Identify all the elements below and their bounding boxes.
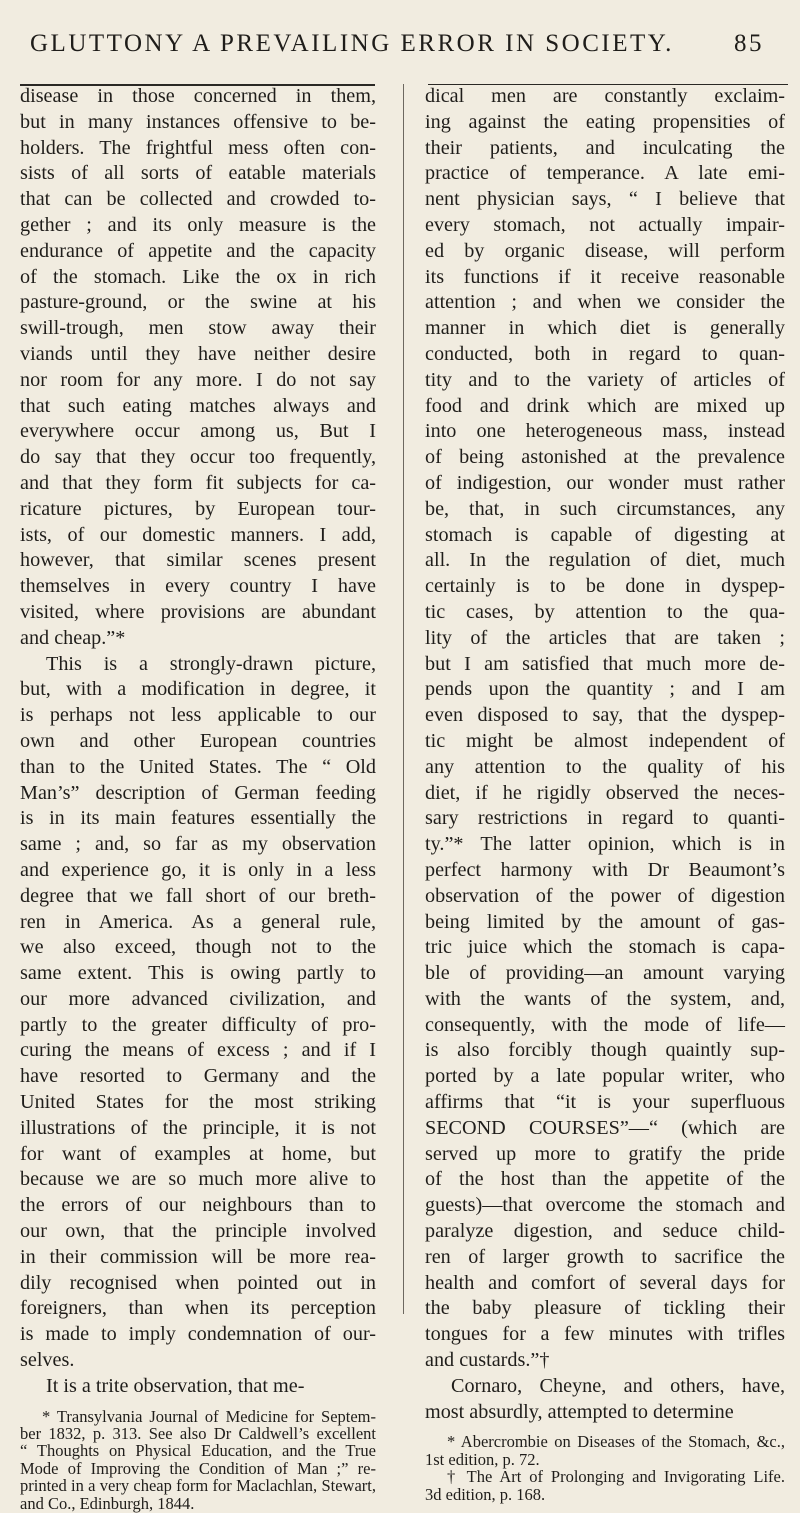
text-line: their patients, and inculcating the xyxy=(425,136,785,159)
footnote-line: 3d edition, p. 168. xyxy=(425,1484,546,1504)
running-title: GLUTTONY A PREVAILING ERROR IN SOCIETY. xyxy=(30,30,674,57)
page-number: 85 xyxy=(734,30,764,57)
text-line: is in its main features essentially the xyxy=(20,807,376,830)
text-line: certainly is to be done in dyspep- xyxy=(425,575,785,598)
text-line: and experience go, it is only in a less xyxy=(20,858,376,881)
text-line: selves. xyxy=(20,1349,75,1372)
text-line: swill-trough, men stow away their xyxy=(20,317,376,340)
text-line: that such eating matches always and xyxy=(20,394,376,417)
text-line: our more advanced civilization, and xyxy=(20,987,376,1010)
text-line: of indigestion, our wonder must rather xyxy=(425,471,785,494)
left-footnotes xyxy=(20,1408,376,1512)
text-line: partly to the greater difficulty of pro- xyxy=(20,1013,376,1036)
text-line: manner in which diet is generally xyxy=(425,317,785,340)
text-line: gether ; and its only measure is the xyxy=(20,213,376,236)
text-line: This is a strongly-drawn picture, xyxy=(46,652,376,675)
text-line: themselves in every country I have xyxy=(20,575,376,598)
text-line: is also forcibly though quaintly sup- xyxy=(425,1039,785,1062)
text-line: any attention to the quality of his xyxy=(425,755,785,778)
text-line: disease in those concerned in them, xyxy=(20,85,376,107)
footnote-line: ber 1832, p. 313. See also Dr Caldwell’s excellent xyxy=(20,1424,376,1444)
text-line: viands until they have neither desire xyxy=(20,342,376,365)
text-line: and custards.”† xyxy=(425,1349,550,1372)
text-line: and that they form fit subjects for ca- xyxy=(20,471,376,494)
page-header xyxy=(30,30,770,70)
text-line: but I am satisfied that much more de- xyxy=(425,652,785,675)
text-line: do say that they occur too frequently, xyxy=(20,446,376,469)
text-line: nor room for any more. I do not say xyxy=(20,368,376,391)
footnote-line: * Abercrombie on Diseases of the Stomach, &c., xyxy=(447,1432,785,1452)
text-line: paralyze digestion, and seduce child- xyxy=(425,1220,785,1243)
text-line: of being astonished at the prevalence xyxy=(425,446,785,469)
text-line: Cornaro, Cheyne, and others, have, xyxy=(451,1374,785,1397)
text-line: the baby pleasure of tickling their xyxy=(425,1297,785,1320)
text-line: in their commission will be more rea- xyxy=(20,1245,376,1268)
text-line: the errors of our neighbours than to xyxy=(20,1194,376,1217)
column-divider xyxy=(403,84,404,1314)
text-line: ing against the eating propensities of xyxy=(425,110,785,133)
text-line: SECOND COURSES”—“ (which are xyxy=(425,1116,785,1139)
text-line: observation of the power of digestion xyxy=(425,884,785,907)
text-line: attention ; and when we consider the xyxy=(425,291,785,314)
text-line: same ; and, so far as my observation xyxy=(20,833,376,856)
text-line: tic cases, by attention to the qua- xyxy=(425,600,785,623)
text-line: It is a trite observation, that me- xyxy=(46,1374,305,1397)
text-line: perfect harmony with Dr Beaumont’s xyxy=(425,858,785,881)
text-line: ble of providing—an amount varying xyxy=(425,962,785,985)
text-line: diet, if he rigidly observed the neces- xyxy=(425,781,785,804)
left-body-text xyxy=(20,84,376,1400)
text-line: because we are so much more alive to xyxy=(20,1168,376,1191)
text-line: we also exceed, though not to the xyxy=(20,936,376,959)
text-line: ed by organic disease, will perform xyxy=(425,239,785,262)
text-line: curing the means of excess ; and if I xyxy=(20,1039,376,1062)
text-line: is perhaps not less applicable to our xyxy=(20,704,376,727)
text-line: ricature pictures, by European tour- xyxy=(20,497,376,520)
text-line: food and drink which are mixed up xyxy=(425,394,785,417)
text-line: and cheap.”* xyxy=(20,626,126,649)
text-line: sists of all sorts of eatable materials xyxy=(20,162,376,185)
text-line: dical men are constantly exclaim- xyxy=(425,85,785,107)
text-line: health and comfort of several days for xyxy=(425,1271,785,1294)
text-line: tity and to the variety of articles of xyxy=(425,368,785,391)
text-line: degree that we fall short of our breth- xyxy=(20,884,376,907)
footnote-line: * Transylvania Journal of Medicine for Septem- xyxy=(42,1406,376,1426)
text-line: illustrations of the principle, it is not xyxy=(20,1116,376,1139)
text-line: with the wants of the system, and, xyxy=(425,987,785,1010)
text-line: of the host than the appetite of the xyxy=(425,1168,785,1191)
text-line: foreigners, than when its perception xyxy=(20,1297,376,1320)
text-line: affirms that “it is your superfluous xyxy=(425,1091,785,1114)
footnote-line: “ Thoughts on Physical Education, and the True xyxy=(20,1441,376,1461)
text-line: nent physician says, “ I believe that xyxy=(425,188,785,211)
right-footnotes xyxy=(425,1433,785,1503)
text-line: all. In the regulation of diet, much xyxy=(425,549,785,572)
text-line: is made to imply condemnation of our- xyxy=(20,1323,376,1346)
text-line: pends upon the quantity ; and I am xyxy=(425,678,785,701)
left-column xyxy=(20,84,376,1512)
text-line: its functions if it receive reasonable xyxy=(425,265,785,288)
text-line: but, with a modification in degree, it xyxy=(20,678,376,701)
text-line: most absurdly, attempted to determine xyxy=(425,1400,734,1423)
text-line: ists, of our domestic manners. I add, xyxy=(20,523,376,546)
footnote-line: printed in a very cheap form for Maclachlan, Stewart, xyxy=(20,1476,376,1496)
text-line: dily recognised when pointed out in xyxy=(20,1271,376,1294)
text-line: tic might be almost independent of xyxy=(425,729,785,752)
text-line: conducted, both in regard to quan- xyxy=(425,342,785,365)
text-line: into one heterogeneous mass, instead xyxy=(425,420,785,443)
text-line: tric juice which the stomach is capa- xyxy=(425,936,785,959)
footnote-line: Mode of Improving the Condition of Man ;” re- xyxy=(20,1458,376,1478)
text-line: pasture-ground, or the swine at his xyxy=(20,291,376,314)
text-line: ty.”* The latter opinion, which is in xyxy=(425,833,785,856)
text-line: have resorted to Germany and the xyxy=(20,1065,376,1088)
text-line: visited, where provisions are abundant xyxy=(20,600,376,623)
text-line: consequently, with the mode of life— xyxy=(425,1013,785,1036)
right-column xyxy=(425,84,785,1503)
footnote-line: and Co., Edinburgh, 1844. xyxy=(20,1493,195,1513)
text-line: lity of the articles that are taken ; xyxy=(425,626,785,649)
text-line: being limited by the amount of gas- xyxy=(425,910,785,933)
text-line: tongues for a few minutes with trifles xyxy=(425,1323,785,1346)
text-line: own and other European countries xyxy=(20,729,376,752)
text-line: that can be collected and crowded to- xyxy=(20,188,376,211)
text-line: everywhere occur among us, But I xyxy=(20,420,376,443)
text-line: ported by a late popular writer, who xyxy=(425,1065,785,1088)
text-line: same extent. This is owing partly to xyxy=(20,962,376,985)
text-line: of the stomach. Like the ox in rich xyxy=(20,265,376,288)
text-line: even disposed to say, that the dyspep- xyxy=(425,704,785,727)
text-line: United States for the most striking xyxy=(20,1091,376,1114)
footnote-line: 1st edition, p. 72. xyxy=(425,1449,540,1469)
text-line: ren in America. As a general rule, xyxy=(20,910,376,933)
right-body-text xyxy=(425,84,785,1425)
text-line: for want of examples at home, but xyxy=(20,1142,376,1165)
text-line: our own, that the principle involved xyxy=(20,1220,376,1243)
footnote-line: † The Art of Prolonging and Invigorating Life. xyxy=(447,1467,785,1487)
text-line: be, that, in such circumstances, any xyxy=(425,497,785,520)
text-line: practice of temperance. A late emi- xyxy=(425,162,785,185)
text-line: guests)—that overcome the stomach and xyxy=(425,1194,785,1217)
text-line: every stomach, not actually impair- xyxy=(425,213,785,236)
text-line: however, that similar scenes present xyxy=(20,549,376,572)
text-line: served up more to gratify the pride xyxy=(425,1142,785,1165)
text-line: ren of larger growth to sacrifice the xyxy=(425,1245,785,1268)
text-line: Man’s” description of German feeding xyxy=(20,781,376,804)
text-line: endurance of appetite and the capacity xyxy=(20,239,376,262)
text-line: holders. The frightful mess often con- xyxy=(20,136,376,159)
text-line: sary restrictions in regard to quanti- xyxy=(425,807,785,830)
text-line: than to the United States. The “ Old xyxy=(20,755,376,778)
text-line: but in many instances offensive to be- xyxy=(20,110,376,133)
text-line: stomach is capable of digesting at xyxy=(425,523,785,546)
